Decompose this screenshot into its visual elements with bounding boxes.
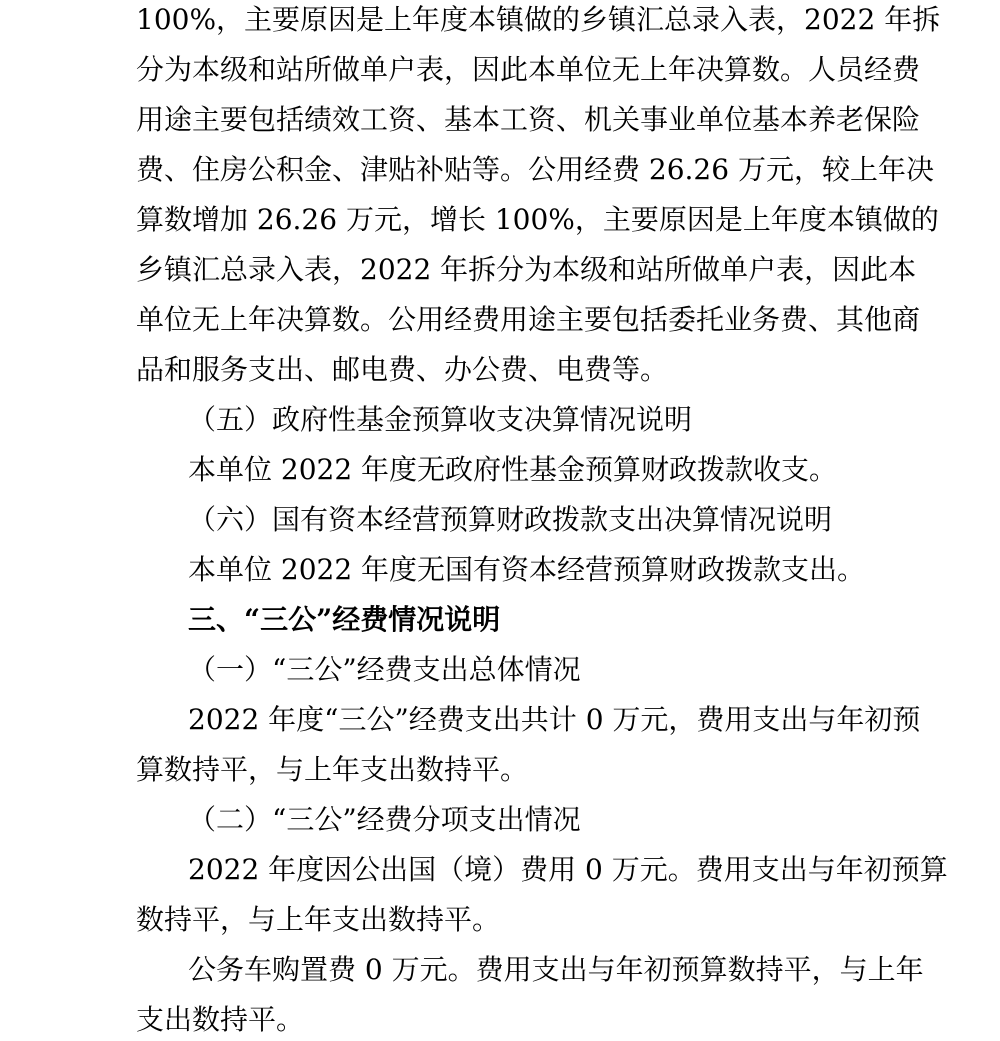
paragraph-line: 单位无上年决算数。公用经费用途主要包括委托业务费、其他商 — [136, 303, 921, 336]
paragraph-line: 算数增加 26.26 万元，增长 100%，主要原因是上年度本镇做的 — [136, 203, 939, 236]
paragraph-line: 本单位 2022 年度无政府性基金预算财政拨款收支。 — [188, 453, 838, 486]
paragraph-line: 公务车购置费 0 万元。费用支出与年初预算数持平，与上年 — [188, 953, 924, 986]
section-heading-five: （五）政府性基金预算收支决算情况说明 — [188, 403, 693, 436]
paragraph-line: 分为本级和站所做单户表，因此本单位无上年决算数。人员经费 — [136, 53, 921, 86]
paragraph-line: 算数持平，与上年支出数持平。 — [136, 753, 529, 786]
paragraph-line: 数持平，与上年支出数持平。 — [136, 903, 501, 936]
paragraph-line: 支出数持平。 — [136, 1003, 305, 1036]
paragraph-line: 本单位 2022 年度无国有资本经营预算财政拨款支出。 — [188, 553, 866, 586]
section-heading-six: （六）国有资本经营预算财政拨款支出决算情况说明 — [188, 503, 833, 536]
paragraph-line: 100%，主要原因是上年度本镇做的乡镇汇总录入表，2022 年拆 — [136, 3, 941, 36]
section-heading-three: 三、“三公”经费情况说明 — [188, 603, 501, 636]
paragraph-line: 2022 年度因公出国（境）费用 0 万元。费用支出与年初预算 — [188, 853, 948, 886]
subsection-heading-two: （二）“三公”经费分项支出情况 — [188, 803, 581, 836]
paragraph-line: 用途主要包括绩效工资、基本工资、机关事业单位基本养老保险 — [136, 103, 921, 136]
paragraph-line: 2022 年度“三公”经费支出共计 0 万元，费用支出与年初预 — [188, 703, 921, 736]
paragraph-line: 品和服务支出、邮电费、办公费、电费等。 — [136, 353, 669, 386]
paragraph-line: 费、住房公积金、津贴补贴等。公用经费 26.26 万元，较上年决 — [136, 153, 934, 186]
subsection-heading-one: （一）“三公”经费支出总体情况 — [188, 653, 581, 686]
paragraph-line: 乡镇汇总录入表，2022 年拆分为本级和站所做单户表，因此本 — [136, 253, 917, 286]
